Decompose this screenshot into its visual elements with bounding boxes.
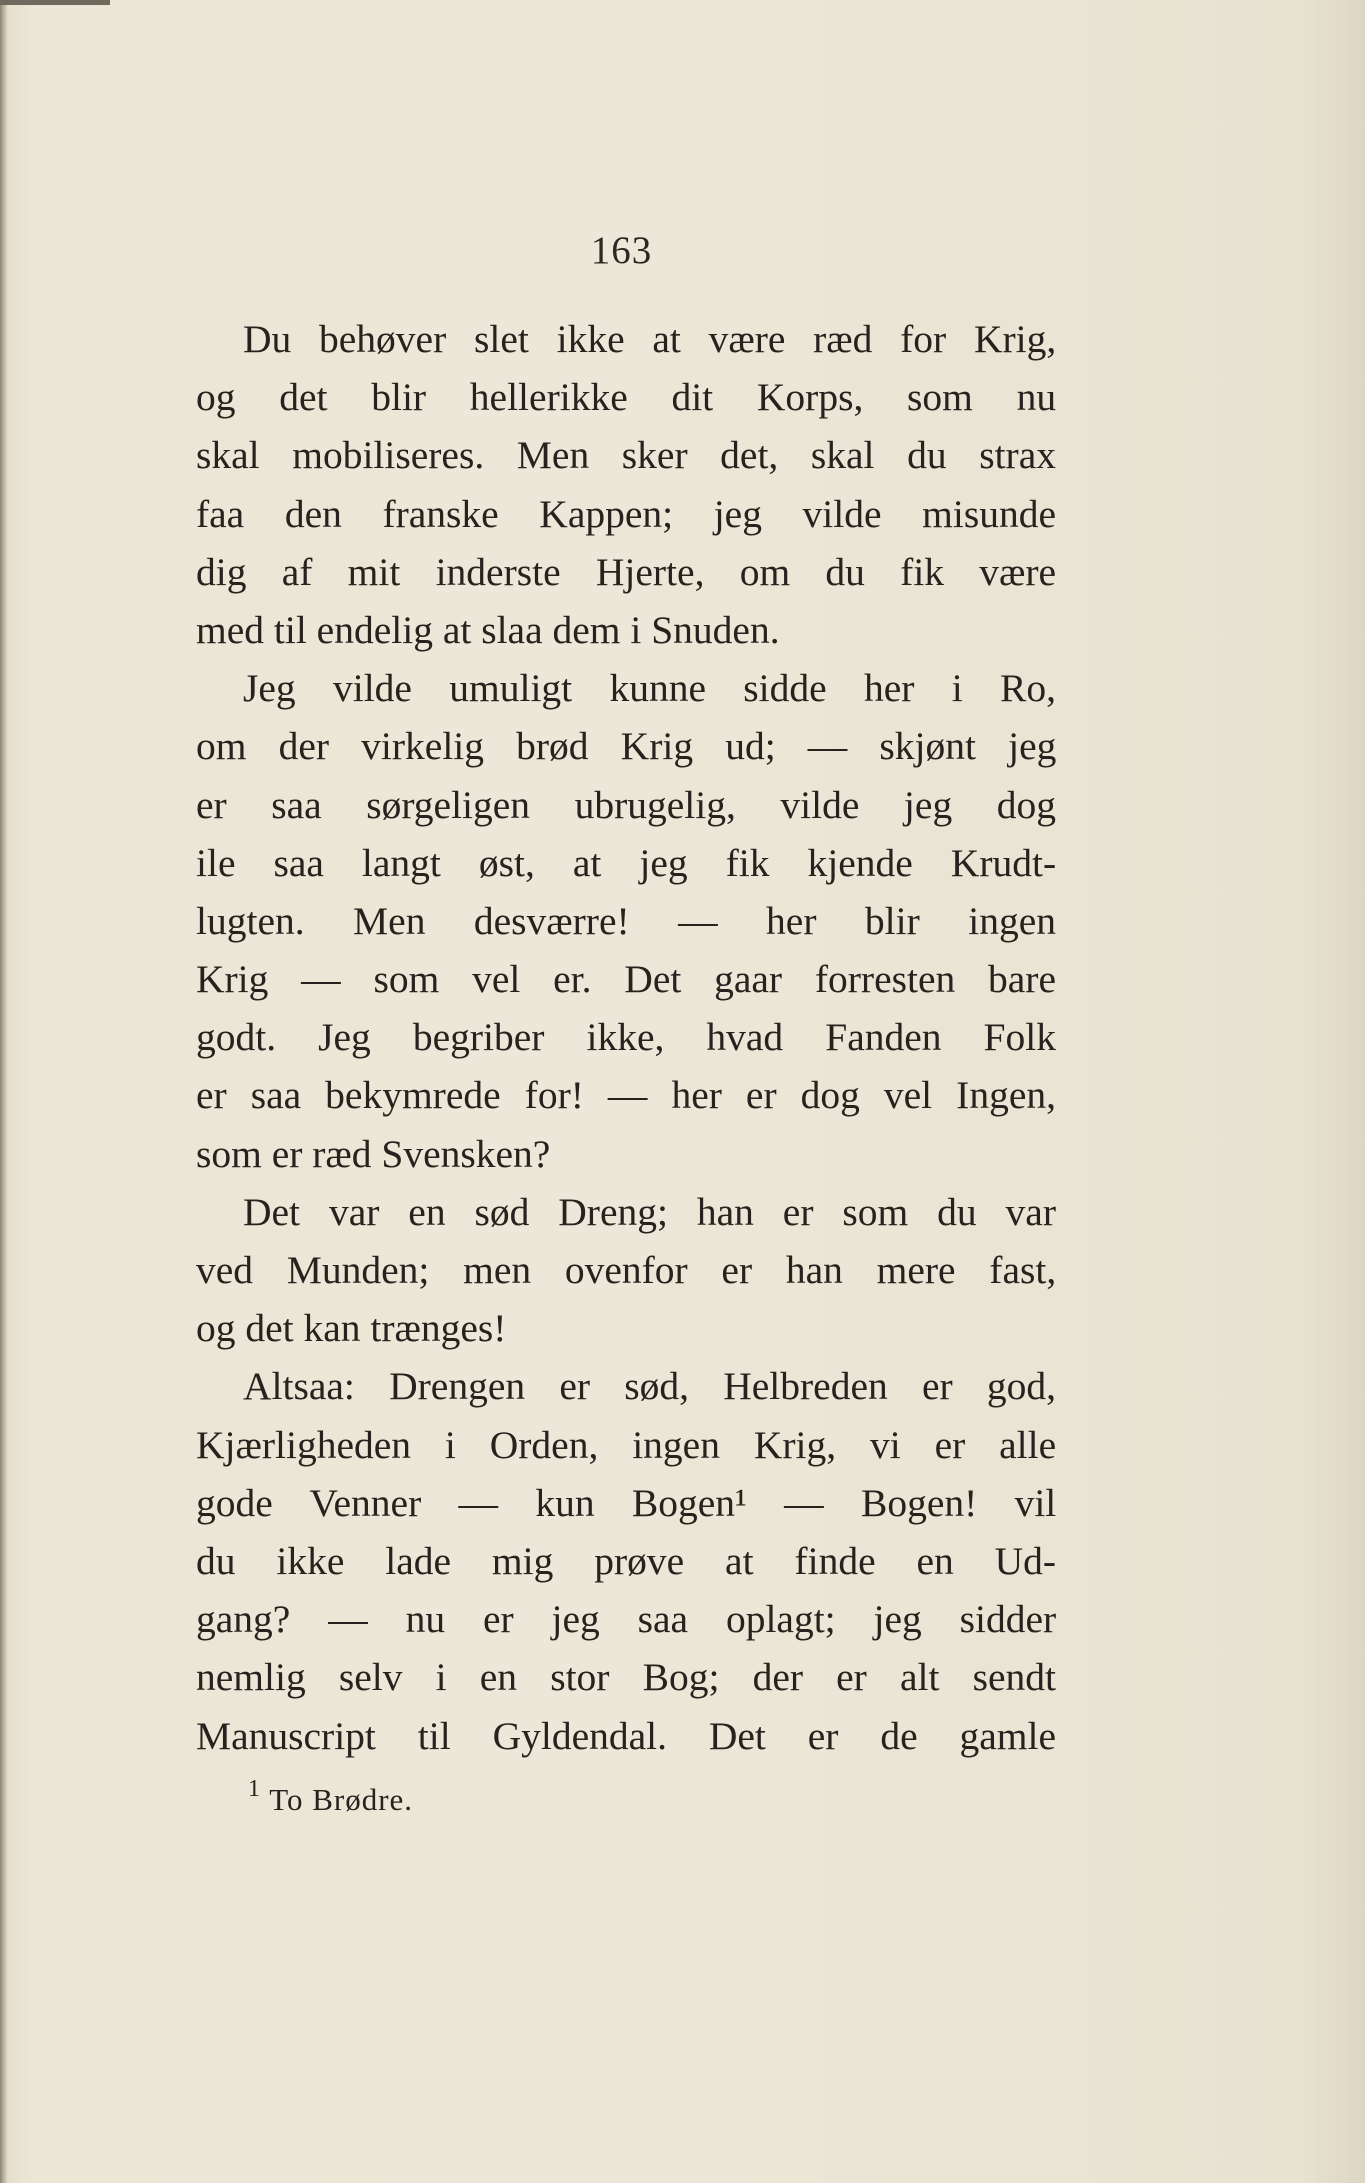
text-line: er saa bekymrede for! — her er dog vel Ingen, (196, 1073, 1056, 1118)
text-line: Manuscript til Gyldendal. Det er de gamle (196, 1713, 1057, 1758)
text-line: er saa sørgeligen ubrugelig, vilde jeg dog (196, 782, 1056, 827)
top-edge-mark (0, 0, 110, 5)
text-line: gang? — nu er jeg saa oplagt; jeg sidder (196, 1597, 1057, 1642)
text-line: faa den franske Kappen; jeg vilde misunde (196, 491, 1056, 536)
text-line: godt. Jeg begriber ikke, hvad Fanden Folk (196, 1015, 1056, 1060)
text-line: Du behøver slet ikke at være ræd for Krig, (243, 317, 1057, 361)
text-line: med til endelig at slaa dem i Snuden. (196, 607, 780, 652)
text-segment: ¹ — Bogen! vil (735, 1480, 1057, 1525)
text-line: som er ræd Svensken? (196, 1131, 551, 1176)
body-text (196, 310, 1056, 1765)
footnote-text: To Brødre. (269, 1782, 414, 1817)
text-line: dig af mit inderste Hjerte, om du fik være (196, 549, 1057, 594)
text-line: ved Munden; men ovenfor er han mere fast, (196, 1248, 1057, 1292)
footnote-marker: 1 (248, 1776, 261, 1802)
text-line: Altsaa: Drengen er sød, Helbreden er god, (243, 1364, 1056, 1409)
text-segment: gode Venner — kun Bogen (196, 1480, 736, 1525)
text-line-with-footnote (196, 1474, 1056, 1532)
text-line: og det kan trænges! (196, 1306, 507, 1351)
text-line: skal mobiliseres. Men sker det, skal du strax (196, 433, 1056, 478)
text-line: Kjærligheden i Orden, ingen Krig, vi er alle (196, 1422, 1057, 1467)
text-line: Det var en sød Dreng; han er som du var (243, 1189, 1056, 1234)
text-line: om der virkelig brød Krig ud; — skjønt jeg (196, 724, 1057, 769)
page-number: 163 (590, 229, 653, 272)
text-line: og det blir hellerikke dit Korps, som nu (196, 375, 1057, 420)
text-line: du ikke lade mig prøve at finde en Ud- (196, 1538, 1057, 1583)
text-line: nemlig selv i en stor Bog; der er alt sendt (196, 1655, 1056, 1700)
text-line: lugten. Men desværre! — her blir ingen (196, 898, 1056, 943)
footnote (248, 1776, 414, 1818)
text-line: Jeg vilde umuligt kunne sidde her i Ro, (243, 666, 1056, 711)
text-line: Krig — som vel er. Det gaar forresten bare (196, 957, 1056, 1002)
binding-shadow (0, 0, 8, 2183)
text-line: ile saa langt øst, at jeg fik kjende Krudt- (196, 840, 1057, 885)
